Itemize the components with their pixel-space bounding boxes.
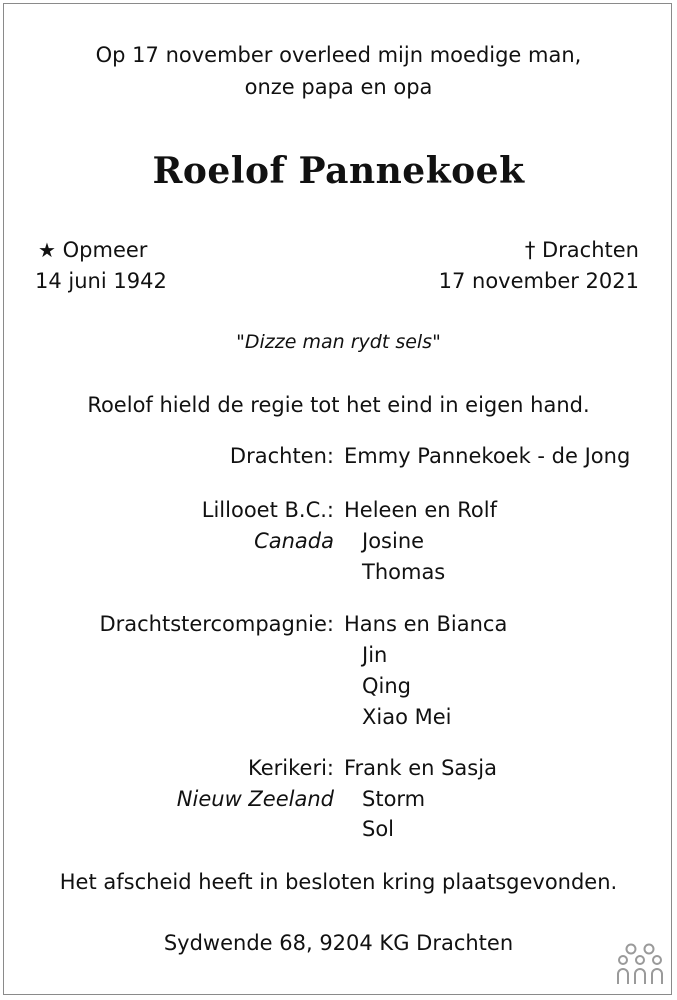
family-place: Drachtstercompagnie: xyxy=(99,612,334,636)
family-member: Storm xyxy=(362,787,426,811)
family-member: Xiao Mei xyxy=(362,705,452,729)
birth-place: Opmeer xyxy=(62,238,148,262)
death-place-line xyxy=(525,236,639,264)
quote: "Dizze man rydt sels" xyxy=(236,331,441,353)
family-member: Thomas xyxy=(362,560,446,584)
family-main: Heleen en Rolf xyxy=(344,498,497,522)
birth-place-line xyxy=(38,236,147,264)
family-member: Jin xyxy=(362,643,388,667)
family-main: Frank en Sasja xyxy=(344,756,497,780)
family-place: Kerikeri: xyxy=(248,756,334,780)
family-main: Hans en Bianca xyxy=(344,612,508,636)
family-place: Lillooet B.C.: xyxy=(201,498,334,522)
statement: Roelof hield de regie tot het eind in eigen hand. xyxy=(87,393,590,417)
farewell-text: Het afscheid heeft in besloten kring plaatsgevonden. xyxy=(59,870,618,894)
birth-date: 14 juni 1942 xyxy=(35,269,167,293)
family-member: Qing xyxy=(362,674,412,698)
family-region: Canada xyxy=(254,529,334,553)
family-place: Drachten: xyxy=(229,444,334,468)
family-people-icon xyxy=(616,942,664,986)
family-region: Nieuw Zeeland xyxy=(176,787,334,811)
death-place: Drachten xyxy=(542,238,639,262)
deceased-name: Roelof Pannekoek xyxy=(152,150,525,192)
intro-line-2: onze papa en opa xyxy=(244,75,433,99)
address: Sydwende 68, 9204 KG Drachten xyxy=(163,931,514,955)
cross-icon: † xyxy=(524,238,536,262)
family-member: Sol xyxy=(362,817,395,841)
death-date: 17 november 2021 xyxy=(438,269,639,293)
family-main: Emmy Pannekoek - de Jong xyxy=(344,444,631,468)
family-member: Josine xyxy=(362,529,425,553)
intro-line-1: Op 17 november overleed mijn moedige man, xyxy=(95,43,582,67)
star-icon: ★ xyxy=(38,238,56,262)
